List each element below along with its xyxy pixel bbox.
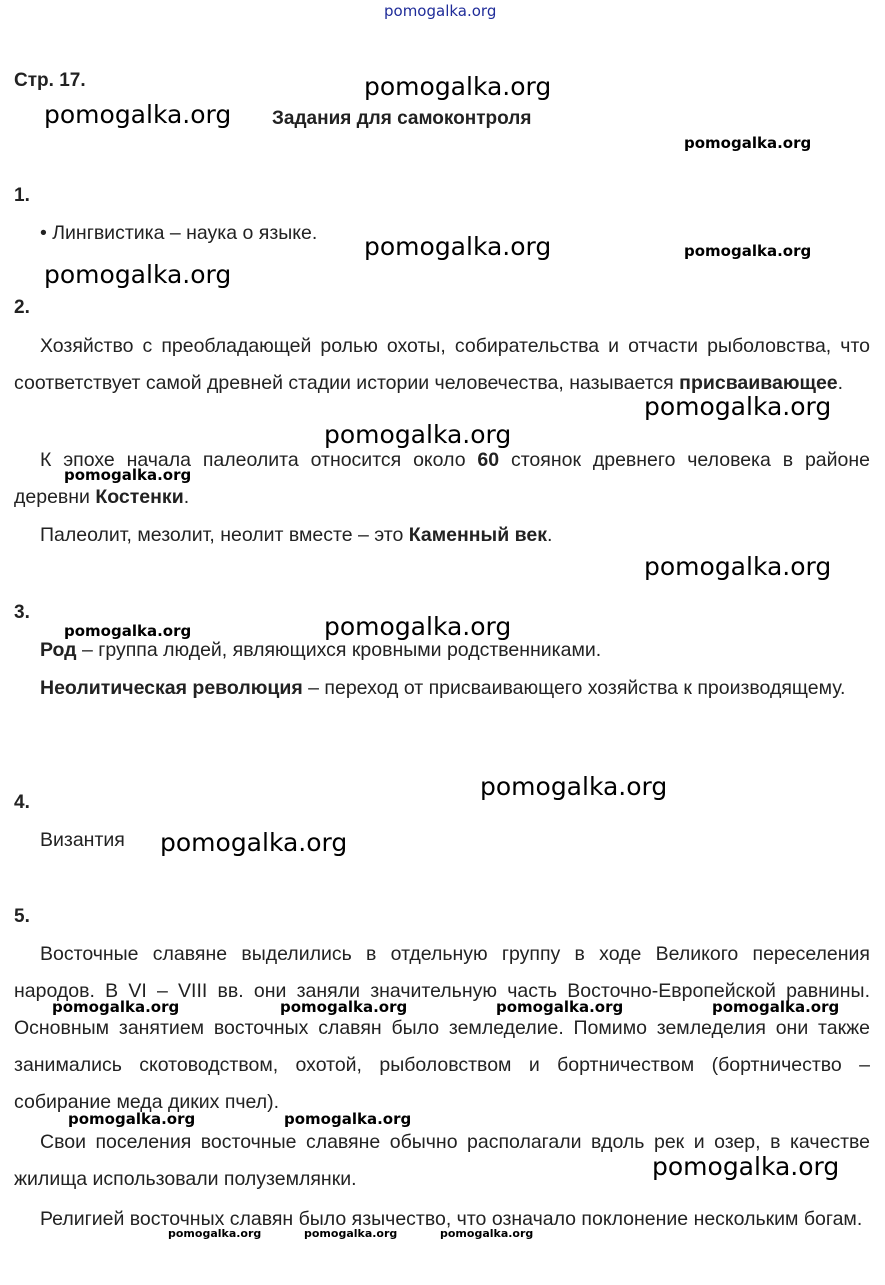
answer-2-paragraph-3 — [40, 517, 552, 554]
answer-2-p2-mid: стоянок древнего человека в районе деревни — [14, 449, 870, 508]
answer-2-p2-bold-place: Костенки — [95, 486, 184, 508]
answer-5-paragraph-1: Восточные славяне выделились в отдельную группу в ходе Великого переселения народов. В VI – VIII вв. они заняли значительную часть Восточно-Европейской равнины. Основным занятием восточных славян было земледелие. Помимо земледелия они также занимались скотоводством, охотой, рыболовством и бортничеством (бортничество – собирание меда диких пчел). — [14, 943, 870, 1113]
watermark: pomogalka.org — [64, 622, 192, 640]
answer-2-p2-end: . — [183, 486, 190, 508]
answer-3-definition-revolution: – переход от присваивающего хозяйства к производящему. — [302, 677, 846, 699]
answer-2-p1-text: Хозяйство с преобладающей ролью охоты, собирательства и отчасти рыболовства, что соответствует самой древней стадии истории человечества, называется — [14, 335, 870, 394]
watermark: pomogalka.org — [712, 998, 840, 1016]
watermark: pomogalka.org — [304, 1227, 398, 1240]
question-number-3: 3. — [14, 602, 30, 623]
answer-4-text: Византия — [40, 829, 125, 851]
watermark: pomogalka.org — [652, 1152, 840, 1181]
answer-2-p2-text: К эпохе начала палеолита относится около — [40, 449, 478, 471]
watermark: pomogalka.org — [684, 242, 812, 260]
watermark: pomogalka.org — [64, 466, 192, 484]
watermark: pomogalka.org — [364, 72, 552, 101]
watermark: pomogalka.org — [280, 998, 408, 1016]
answer-2-p1-bold: присваивающее — [679, 372, 838, 394]
watermark: pomogalka.org — [324, 420, 512, 449]
question-number-1: 1. — [14, 185, 30, 206]
watermark: pomogalka.org — [496, 998, 624, 1016]
answer-5-paragraph-2: Свои поселения восточные славяне обычно располагали вдоль рек и озер, в качестве жилища использовали полуземлянки. — [14, 1131, 870, 1190]
watermark: pomogalka.org — [168, 1227, 262, 1240]
watermark: pomogalka.org — [284, 1110, 412, 1128]
watermark: pomogalka.org — [52, 998, 180, 1016]
section-title: Задания для самоконтроля — [272, 108, 532, 129]
watermark: pomogalka.org — [644, 552, 832, 581]
watermark: pomogalka.org — [68, 1110, 196, 1128]
watermark: pomogalka.org — [364, 232, 552, 261]
answer-3-paragraph-2 — [14, 670, 870, 707]
answer-1-text: • Лингвистика – наука о языке. — [40, 222, 318, 244]
watermark: pomogalka.org — [480, 772, 668, 801]
question-number-4: 4. — [14, 792, 30, 813]
answer-2-p3-bold: Каменный век — [408, 524, 547, 546]
answer-3-definition-rod: – группа людей, являющихся кровными родственниками. — [76, 639, 602, 661]
answer-2-p3-text: Палеолит, мезолит, неолит вместе – это — [40, 524, 409, 546]
watermark: pomogalka.org — [440, 1227, 534, 1240]
answer-3-term-revolution: Неолитическая революция — [40, 677, 303, 699]
answer-3-term-rod: Род — [40, 639, 77, 661]
answer-2-paragraph-1 — [14, 328, 870, 402]
answer-2-p3-end: . — [546, 524, 553, 546]
watermark: pomogalka.org — [44, 100, 232, 129]
watermark: pomogalka.org — [644, 392, 832, 421]
question-number-5: 5. — [14, 906, 30, 927]
answer-2-p2-bold-number: 60 — [477, 449, 500, 471]
page-label: Стр. 17. — [14, 70, 86, 91]
answer-2-p1-end: . — [837, 372, 844, 394]
watermark: pomogalka.org — [684, 134, 812, 152]
question-number-2: 2. — [14, 297, 30, 318]
watermark: pomogalka.org — [44, 260, 232, 289]
answer-5-paragraph-3: Религией восточных славян было язычество, что означало поклонение нескольким богам. — [40, 1208, 863, 1230]
watermark: pomogalka.org — [324, 612, 512, 641]
watermark: pomogalka.org — [160, 828, 348, 857]
watermark-top: pomogalka.org — [384, 2, 497, 20]
